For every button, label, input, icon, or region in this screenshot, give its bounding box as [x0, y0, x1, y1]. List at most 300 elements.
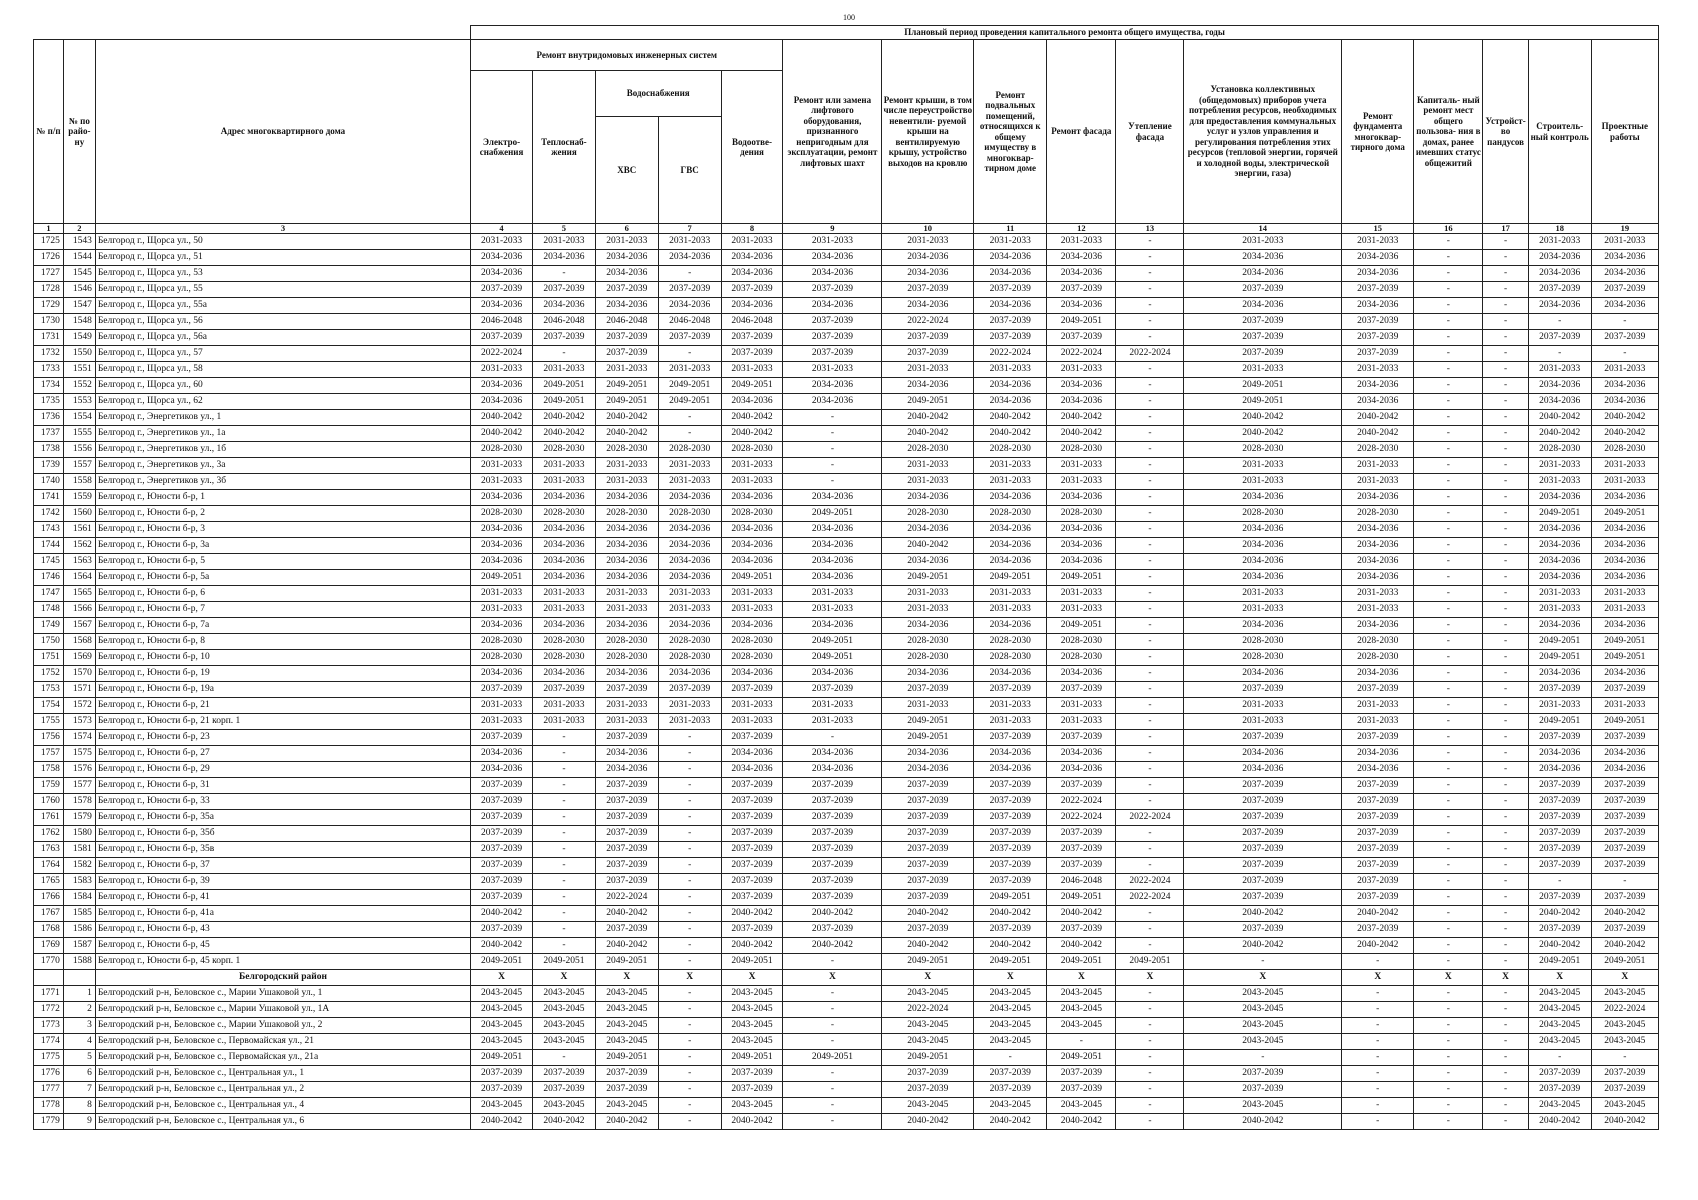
period-cell: 2043-2045	[595, 1098, 658, 1114]
period-cell: 2034-2036	[471, 538, 533, 554]
period-cell: -	[1414, 442, 1483, 458]
address-cell: Белгород г., Юности б-р, 21	[95, 698, 470, 714]
address-cell: Белгородский р-н, Беловское с., Центральная ул., 1	[95, 1066, 470, 1082]
period-cell: -	[783, 954, 882, 970]
period-cell: -	[1528, 1050, 1591, 1066]
address-cell: Белгород г., Щорса ул., 62	[95, 394, 470, 410]
period-cell: -	[1116, 1050, 1184, 1066]
period-cell: 2040-2042	[471, 426, 533, 442]
period-cell: -	[1116, 730, 1184, 746]
period-cell: 2040-2042	[1591, 410, 1658, 426]
period-cell: 2040-2042	[1047, 1114, 1116, 1130]
row-number: 1750	[34, 634, 64, 650]
period-cell: -	[1116, 506, 1184, 522]
row-number: 1737	[34, 426, 64, 442]
period-cell: -	[1483, 410, 1528, 426]
period-cell: 2037-2039	[595, 1066, 658, 1082]
period-cell: 2049-2051	[1528, 634, 1591, 650]
period-cell: 2028-2030	[471, 506, 533, 522]
period-cell: 2049-2051	[882, 954, 974, 970]
period-cell: 2031-2033	[721, 362, 783, 378]
period-cell: 2034-2036	[721, 538, 783, 554]
period-cell: -	[1116, 858, 1184, 874]
col-foundation-header: Ремонт фундамента многоквар- тирного дома	[1342, 40, 1414, 224]
row-number: 1726	[34, 250, 64, 266]
period-cell: 2037-2039	[783, 282, 882, 298]
district-number: 1562	[63, 538, 95, 554]
period-cell: 2034-2036	[1591, 618, 1658, 634]
period-cell: 2037-2039	[1184, 1082, 1342, 1098]
period-cell: 2034-2036	[882, 618, 974, 634]
period-cell: 2034-2036	[595, 538, 658, 554]
period-cell: 2034-2036	[595, 266, 658, 282]
section-mark: X	[1528, 970, 1591, 986]
period-cell: 2049-2051	[1591, 954, 1658, 970]
period-cell: 2031-2033	[721, 586, 783, 602]
period-cell: 2040-2042	[1047, 426, 1116, 442]
period-cell: -	[1483, 298, 1528, 314]
column-number: 2	[63, 224, 95, 234]
district-number: 1564	[63, 570, 95, 586]
period-cell: 2031-2033	[974, 698, 1047, 714]
district-number: 1555	[63, 426, 95, 442]
district-number: 1575	[63, 746, 95, 762]
period-cell: -	[1483, 394, 1528, 410]
row-number: 1725	[34, 234, 64, 250]
period-cell: -	[1414, 362, 1483, 378]
row-number: 1760	[34, 794, 64, 810]
period-cell: 2034-2036	[783, 666, 882, 682]
period-cell: 2037-2039	[471, 842, 533, 858]
address-cell: Белгород г., Юности б-р, 8	[95, 634, 470, 650]
period-cell: -	[658, 922, 721, 938]
period-cell: 2034-2036	[783, 762, 882, 778]
period-cell: 2028-2030	[658, 442, 721, 458]
period-cell: 2034-2036	[1591, 570, 1658, 586]
period-cell: 2031-2033	[882, 698, 974, 714]
period-cell: -	[1483, 666, 1528, 682]
table-row	[34, 570, 1659, 586]
district-number: 3	[63, 1018, 95, 1034]
row-number: 1776	[34, 1066, 64, 1082]
period-cell: 2028-2030	[595, 442, 658, 458]
period-cell: 2034-2036	[1591, 666, 1658, 682]
period-cell: 2043-2045	[882, 1018, 974, 1034]
period-cell: 2037-2039	[595, 1082, 658, 1098]
row-number: 1779	[34, 1114, 64, 1130]
period-cell: 2034-2036	[532, 554, 595, 570]
table-row	[34, 1098, 1659, 1114]
col-electric-header: Электро- снабжения	[471, 71, 533, 224]
period-cell: -	[532, 874, 595, 890]
period-cell: -	[1414, 666, 1483, 682]
period-cell: 2037-2039	[1528, 282, 1591, 298]
col-meters-header: Установка коллективных (общедомовых) приборов учета потребления ресурсов, необходимых для предоставления коммунальных услуг и узлов управления и регулирования потребления этих ресурсов (тепловой энергии, горячей и холодной воды, электрической энергии, газа)	[1184, 40, 1342, 224]
section-mark: X	[1483, 970, 1528, 986]
period-cell: 2046-2048	[471, 314, 533, 330]
period-cell: -	[783, 986, 882, 1002]
period-cell: -	[658, 426, 721, 442]
column-number: 14	[1184, 224, 1342, 234]
period-cell: 2040-2042	[532, 410, 595, 426]
address-cell: Белгород г., Юности б-р, 41а	[95, 906, 470, 922]
period-cell: -	[1414, 714, 1483, 730]
period-cell: 2028-2030	[1184, 634, 1342, 650]
address-cell: Белгород г., Юности б-р, 3	[95, 522, 470, 538]
period-cell: 2031-2033	[1184, 698, 1342, 714]
col-gvs-header: ГВС	[658, 117, 721, 224]
period-cell: 2022-2024	[1047, 794, 1116, 810]
table-row	[34, 250, 1659, 266]
period-cell: 2031-2033	[532, 602, 595, 618]
period-cell: 2031-2033	[783, 698, 882, 714]
period-cell: -	[1414, 858, 1483, 874]
address-cell: Белгород г., Щорса ул., 56а	[95, 330, 470, 346]
table-row	[34, 906, 1659, 922]
period-cell: 2040-2042	[595, 410, 658, 426]
row-number: 1738	[34, 442, 64, 458]
period-cell: 2031-2033	[783, 586, 882, 602]
period-cell: -	[1528, 346, 1591, 362]
period-cell: 2037-2039	[783, 810, 882, 826]
district-number: 1572	[63, 698, 95, 714]
period-cell: 2049-2051	[721, 1050, 783, 1066]
row-number: 1770	[34, 954, 64, 970]
period-cell: 2034-2036	[1528, 538, 1591, 554]
period-cell: -	[658, 762, 721, 778]
table-row	[34, 746, 1659, 762]
period-cell: 2034-2036	[1184, 746, 1342, 762]
period-cell: 2028-2030	[658, 650, 721, 666]
period-cell: 2043-2045	[1184, 1034, 1342, 1050]
period-cell: 2037-2039	[658, 282, 721, 298]
col-roof-header: Ремонт крыши, в том числе переустройство невентили- руемой крыши на вентилируемую крышу, устройство выходов на кровлю	[882, 40, 974, 224]
table-section-district	[34, 970, 1659, 986]
period-cell: 2034-2036	[974, 554, 1047, 570]
period-cell: 2040-2042	[721, 906, 783, 922]
period-cell: -	[1116, 426, 1184, 442]
period-cell: 2037-2039	[974, 314, 1047, 330]
row-number: 1757	[34, 746, 64, 762]
period-cell: -	[1483, 570, 1528, 586]
period-cell: -	[658, 1114, 721, 1130]
period-cell: -	[1414, 778, 1483, 794]
period-cell: 2037-2039	[1342, 826, 1414, 842]
address-cell: Белгород г., Щорса ул., 51	[95, 250, 470, 266]
period-cell: 2031-2033	[471, 698, 533, 714]
period-cell: 2037-2039	[532, 1082, 595, 1098]
period-cell: 2037-2039	[882, 826, 974, 842]
period-cell: 2037-2039	[1591, 826, 1658, 842]
district-number: 1566	[63, 602, 95, 618]
period-cell: -	[1483, 1066, 1528, 1082]
section-mark: X	[1342, 970, 1414, 986]
period-cell: 2034-2036	[595, 618, 658, 634]
period-cell: -	[1483, 314, 1528, 330]
period-cell: -	[658, 890, 721, 906]
period-cell: -	[1483, 538, 1528, 554]
period-cell: 2037-2039	[1591, 794, 1658, 810]
period-cell: 2034-2036	[532, 538, 595, 554]
period-cell: 2037-2039	[974, 858, 1047, 874]
period-cell: 2037-2039	[974, 922, 1047, 938]
period-cell: 2037-2039	[882, 842, 974, 858]
period-cell: 2031-2033	[721, 714, 783, 730]
address-cell: Белгородский р-н, Беловское с., Марии Ушаковой ул., 1А	[95, 1002, 470, 1018]
district-number: 1549	[63, 330, 95, 346]
period-cell: 2037-2039	[471, 730, 533, 746]
period-cell: -	[532, 826, 595, 842]
period-cell: 2037-2039	[1184, 890, 1342, 906]
address-cell: Белгород г., Юности б-р, 10	[95, 650, 470, 666]
period-cell: 2034-2036	[658, 522, 721, 538]
table-row	[34, 522, 1659, 538]
period-cell: -	[1414, 314, 1483, 330]
period-cell: -	[1414, 586, 1483, 602]
district-number: 1574	[63, 730, 95, 746]
period-cell: 2034-2036	[1591, 554, 1658, 570]
period-cell: -	[1116, 1018, 1184, 1034]
period-cell: 2043-2045	[532, 1018, 595, 1034]
period-cell: 2049-2051	[721, 954, 783, 970]
row-number: 1727	[34, 266, 64, 282]
period-cell: 2028-2030	[882, 634, 974, 650]
col-facade-header: Ремонт фасада	[1047, 40, 1116, 224]
period-cell: 2037-2039	[1591, 842, 1658, 858]
period-cell: 2034-2036	[783, 522, 882, 538]
section-mark: X	[471, 970, 533, 986]
address-cell: Белгород г., Юности б-р, 45 корп. 1	[95, 954, 470, 970]
period-cell: 2043-2045	[595, 1018, 658, 1034]
period-cell: 2028-2030	[1184, 506, 1342, 522]
period-cell: -	[1483, 1098, 1528, 1114]
period-cell: -	[1414, 426, 1483, 442]
period-cell: 2028-2030	[532, 634, 595, 650]
period-cell: 2037-2039	[471, 682, 533, 698]
row-number: 1744	[34, 538, 64, 554]
column-number: 9	[783, 224, 882, 234]
period-cell: -	[1116, 906, 1184, 922]
period-cell: -	[1116, 986, 1184, 1002]
period-cell: 2034-2036	[1342, 746, 1414, 762]
period-cell: 2040-2042	[595, 906, 658, 922]
period-cell: 2028-2030	[974, 650, 1047, 666]
period-cell: 2031-2033	[471, 602, 533, 618]
period-cell: 2037-2039	[974, 330, 1047, 346]
period-cell: 2043-2045	[882, 1034, 974, 1050]
district-number: 1554	[63, 410, 95, 426]
period-cell: 2040-2042	[783, 906, 882, 922]
period-cell: -	[1414, 794, 1483, 810]
period-cell: -	[1483, 842, 1528, 858]
period-cell: 2037-2039	[974, 810, 1047, 826]
period-cell: -	[658, 874, 721, 890]
period-cell: -	[1116, 666, 1184, 682]
row-number: 1746	[34, 570, 64, 586]
period-cell: 2031-2033	[1342, 714, 1414, 730]
period-cell: -	[1342, 1098, 1414, 1114]
period-cell: -	[1116, 330, 1184, 346]
period-cell: 2034-2036	[1528, 266, 1591, 282]
table-row	[34, 714, 1659, 730]
period-cell: 2040-2042	[471, 1114, 533, 1130]
period-cell: 2043-2045	[471, 1098, 533, 1114]
table-row	[34, 890, 1659, 906]
period-cell: -	[1414, 1066, 1483, 1082]
period-cell: 2031-2033	[1591, 362, 1658, 378]
period-cell: -	[783, 730, 882, 746]
period-cell: 2040-2042	[471, 410, 533, 426]
period-cell: 2049-2051	[1047, 1050, 1116, 1066]
section-mark: X	[1047, 970, 1116, 986]
period-cell: -	[1116, 1114, 1184, 1130]
period-cell: 2031-2033	[1342, 234, 1414, 250]
period-cell: 2034-2036	[1591, 490, 1658, 506]
period-cell: 2049-2051	[1528, 954, 1591, 970]
period-cell: 2031-2033	[1591, 602, 1658, 618]
period-cell: 2037-2039	[1184, 282, 1342, 298]
period-title: Плановый период проведения капитального ремонта общего имущества, годы	[471, 26, 1659, 40]
section-blank	[34, 970, 64, 986]
period-cell: -	[1414, 842, 1483, 858]
period-cell: 2037-2039	[783, 826, 882, 842]
period-cell: 2037-2039	[783, 346, 882, 362]
period-cell: 2040-2042	[783, 938, 882, 954]
period-cell: -	[1483, 282, 1528, 298]
address-cell: Белгород г., Юности б-р, 7	[95, 602, 470, 618]
period-cell: 2034-2036	[595, 570, 658, 586]
period-cell: 2034-2036	[882, 298, 974, 314]
period-cell: -	[1414, 250, 1483, 266]
period-cell: -	[1184, 1050, 1342, 1066]
table-row	[34, 394, 1659, 410]
address-cell: Белгород г., Юности б-р, 3а	[95, 538, 470, 554]
period-cell: 2037-2039	[1184, 330, 1342, 346]
period-cell: 2037-2039	[595, 282, 658, 298]
period-cell: -	[783, 1098, 882, 1114]
period-cell: -	[1116, 762, 1184, 778]
engineering-group-header: Ремонт внутридомовых инженерных систем	[471, 40, 783, 71]
period-cell: 2040-2042	[1528, 938, 1591, 954]
period-cell: 2034-2036	[882, 490, 974, 506]
period-cell: 2034-2036	[1591, 250, 1658, 266]
period-cell: 2034-2036	[1047, 666, 1116, 682]
period-cell: -	[658, 1098, 721, 1114]
section-mark: X	[532, 970, 595, 986]
period-cell: -	[1528, 874, 1591, 890]
period-cell: 2034-2036	[532, 666, 595, 682]
col-design-header: Проектные работы	[1591, 40, 1658, 224]
period-cell: 2034-2036	[1528, 394, 1591, 410]
period-cell: 2034-2036	[974, 522, 1047, 538]
period-cell: 2043-2045	[721, 1034, 783, 1050]
period-cell: 2028-2030	[1591, 442, 1658, 458]
period-cell: -	[783, 1034, 882, 1050]
period-cell: 2037-2039	[882, 922, 974, 938]
period-cell: -	[1414, 1034, 1483, 1050]
period-cell: 2040-2042	[974, 906, 1047, 922]
period-cell: 2031-2033	[1047, 698, 1116, 714]
period-cell: 2037-2039	[658, 682, 721, 698]
period-cell: 2034-2036	[721, 618, 783, 634]
period-cell: 2049-2051	[974, 570, 1047, 586]
period-cell: 2031-2033	[595, 474, 658, 490]
period-cell: -	[1116, 298, 1184, 314]
address-cell: Белгород г., Юности б-р, 1	[95, 490, 470, 506]
period-cell: 2034-2036	[595, 762, 658, 778]
period-cell: 2037-2039	[882, 794, 974, 810]
period-cell: 2037-2039	[471, 778, 533, 794]
table-row	[34, 586, 1659, 602]
period-cell: 2031-2033	[1342, 698, 1414, 714]
row-number: 1751	[34, 650, 64, 666]
district-number: 1584	[63, 890, 95, 906]
period-cell: -	[1483, 922, 1528, 938]
period-cell: 2037-2039	[1528, 1066, 1591, 1082]
period-cell: -	[1342, 1018, 1414, 1034]
period-cell: 2037-2039	[1047, 330, 1116, 346]
period-cell: 2031-2033	[882, 458, 974, 474]
table-row	[34, 282, 1659, 298]
period-cell: -	[1414, 922, 1483, 938]
table-row	[34, 858, 1659, 874]
period-cell: -	[1483, 330, 1528, 346]
period-cell: 2031-2033	[1047, 602, 1116, 618]
period-cell: 2031-2033	[1047, 234, 1116, 250]
period-cell: 2034-2036	[721, 250, 783, 266]
period-cell: 2040-2042	[1528, 410, 1591, 426]
address-cell: Белгород г., Юности б-р, 29	[95, 762, 470, 778]
period-cell: 2022-2024	[595, 890, 658, 906]
period-cell: 2034-2036	[471, 298, 533, 314]
column-number: 5	[532, 224, 595, 234]
table-row	[34, 1066, 1659, 1082]
period-cell: 2043-2045	[974, 1018, 1047, 1034]
period-cell: 2031-2033	[471, 362, 533, 378]
row-number: 1761	[34, 810, 64, 826]
period-cell: 2037-2039	[595, 730, 658, 746]
period-cell: -	[1116, 618, 1184, 634]
period-cell: 2037-2039	[595, 922, 658, 938]
period-cell: 2037-2039	[595, 778, 658, 794]
period-cell: 2049-2051	[1047, 618, 1116, 634]
period-cell: 2037-2039	[882, 682, 974, 698]
period-cell: 2034-2036	[532, 522, 595, 538]
row-number: 1778	[34, 1098, 64, 1114]
period-cell: 2031-2033	[1591, 458, 1658, 474]
district-number: 1550	[63, 346, 95, 362]
period-cell: -	[1414, 602, 1483, 618]
period-cell: -	[1116, 842, 1184, 858]
period-cell: 2037-2039	[1184, 682, 1342, 698]
period-cell: 2034-2036	[1342, 554, 1414, 570]
period-cell: -	[1414, 810, 1483, 826]
period-cell: -	[1414, 906, 1483, 922]
period-cell: 2037-2039	[1528, 858, 1591, 874]
period-cell: -	[1342, 1034, 1414, 1050]
column-number: 11	[974, 224, 1047, 234]
period-cell: 2031-2033	[532, 362, 595, 378]
period-cell: 2028-2030	[721, 650, 783, 666]
period-cell: 2037-2039	[595, 330, 658, 346]
period-cell: -	[1483, 794, 1528, 810]
period-cell: 2040-2042	[1591, 938, 1658, 954]
period-cell: 2043-2045	[1047, 986, 1116, 1002]
row-number: 1754	[34, 698, 64, 714]
period-cell: 2031-2033	[595, 234, 658, 250]
period-cell: 2037-2039	[595, 346, 658, 362]
period-cell: 2034-2036	[974, 538, 1047, 554]
